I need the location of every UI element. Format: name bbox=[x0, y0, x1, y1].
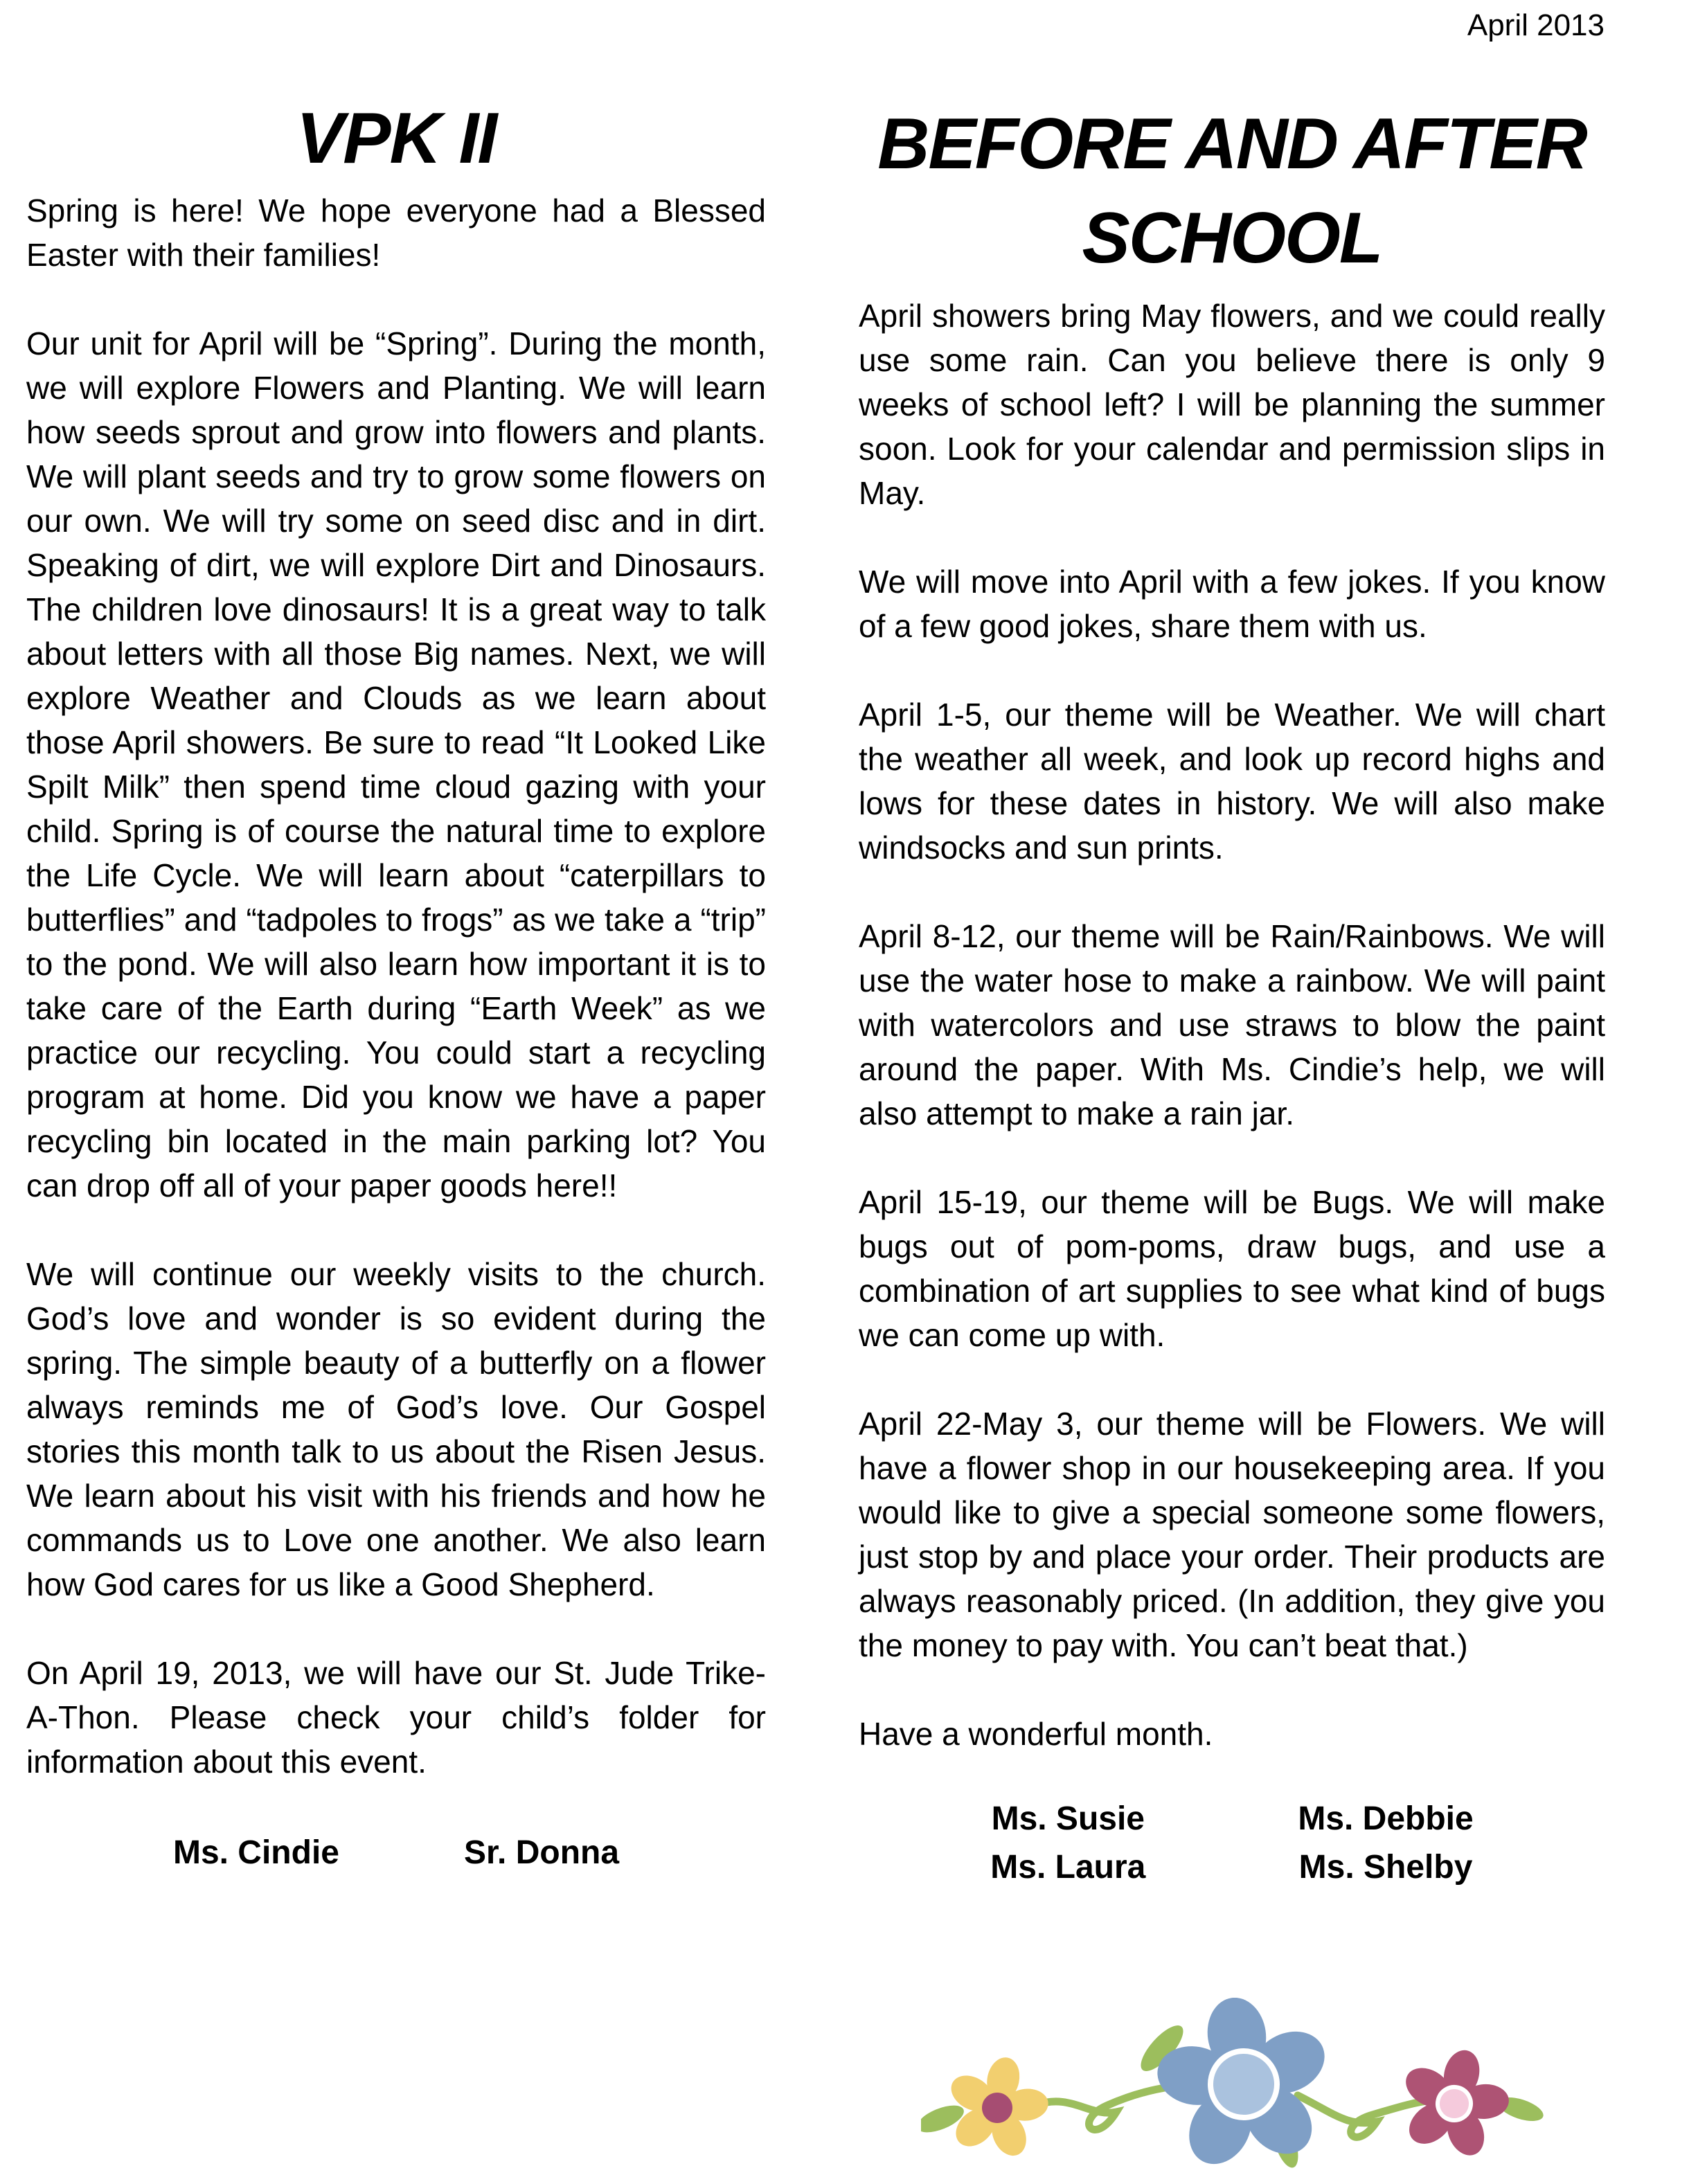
paragraph: We will move into April with a few jokes. If you know of a few good jokes, share them with us. bbox=[859, 564, 1605, 644]
paragraph: On April 19, 2013, we will have our St. Jude Trike- A-Thon. Please check your child’s folder for information about this event. bbox=[26, 1655, 766, 1780]
before-after-title bbox=[859, 97, 1605, 285]
blue-flower-icon bbox=[1141, 1998, 1347, 2184]
closing-line: Have a wonderful month. bbox=[859, 1716, 1213, 1752]
vpk-title: VPK II bbox=[296, 98, 497, 179]
paragraph: April 15-19, our theme will be Bugs. We will make bugs out of pom-poms, draw bugs, and use a combination of art supplies to see what kind of bugs we can come up with. bbox=[859, 1184, 1605, 1353]
signature: Ms. Cindie bbox=[172, 1834, 339, 1871]
signature: Sr. Donna bbox=[463, 1834, 620, 1871]
paragraph: April 22-May 3, our theme will be Flowers. We will have a flower shop in our housekeeping area. If you would like to give a special someone some flowers, just stop by and place your order. Their products are always reasonably priced. (In addition, they give you the money to pay with. You can’t beat that.) bbox=[859, 1406, 1605, 1663]
date-label: April 2013 bbox=[1467, 8, 1605, 42]
paragraph: Spring is here! We hope everyone had a Blessed Easter with their families! bbox=[26, 193, 766, 273]
vpk-signatures bbox=[26, 1834, 766, 1872]
paragraph: April 1-5, our theme will be Weather. We will chart the weather all week, and look up record highs and lows for these dates in history. We will also make windsocks and sun prints. bbox=[859, 697, 1605, 866]
signature: Ms. Susie bbox=[991, 1800, 1145, 1837]
signature: Ms. Debbie bbox=[1298, 1800, 1474, 1837]
title-line: BEFORE AND AFTER bbox=[877, 104, 1587, 184]
signature: Ms. Laura bbox=[990, 1849, 1146, 1886]
paragraph: Our unit for April will be “Spring”. During the month, we will explore Flowers and Planting. We will learn how seeds sprout and grow into flowers and plants. We will plant seeds and try to grow some flowers on our own. We will try some on seed disc and in dirt. Speaking of dirt, we will explore Dirt and Dinosaurs. The children love dinosaurs! It is a great way to talk about letters with all those Big names. Next, we will explore Weather and Clouds as we learn about those April showers. Be sure to read “It Looked Like Spilt Milk” then spend time cloud gazing with your child. Spring is of course the natural time to explore the Life Cycle. We will learn about “caterpillars to butterflies” and “tadpoles to frogs” as we take a “trip” to the pond. We will also learn how important it is to take care of the Earth during “Earth Week” as we practice our recycling. You could start a recycling program at home. Did you know we have a paper recycling bin located in the main parking lot? You can drop off all of your paper goods here!! bbox=[26, 325, 766, 1203]
paragraph: April 8-12, our theme will be Rain/Rainbows. We will use the water hose to make a rainbow. We will paint with watercolors and use straws to blow the paint around the paper. With Ms. Cindie’s help, we will also attempt to make a rain jar. bbox=[859, 918, 1605, 1131]
before-after-column bbox=[859, 97, 1605, 1890]
title-line: SCHOOL bbox=[1082, 198, 1382, 278]
flower-divider bbox=[921, 1998, 1544, 2184]
paragraph: April showers bring May flowers, and we could really use some rain. Can you believe there is only 9 weeks of school left? I will be planning the summer soon. Look for your calendar and permission slips in May. bbox=[859, 298, 1605, 511]
before-after-signatures bbox=[859, 1796, 1605, 1890]
vpk-column bbox=[26, 97, 766, 1872]
signature: Ms. Shelby bbox=[1298, 1849, 1473, 1886]
paragraph: We will continue our weekly visits to the church. God’s love and wonder is so evident during the spring. The simple beauty of a butterfly on a flower always reminds me of God’s love. Our Gospel stories this month talk to us about the Risen Jesus. We learn about his visit with his friends and how he commands us to Love one another. We also learn how God cares for us like a Good Shepherd. bbox=[26, 1256, 766, 1602]
